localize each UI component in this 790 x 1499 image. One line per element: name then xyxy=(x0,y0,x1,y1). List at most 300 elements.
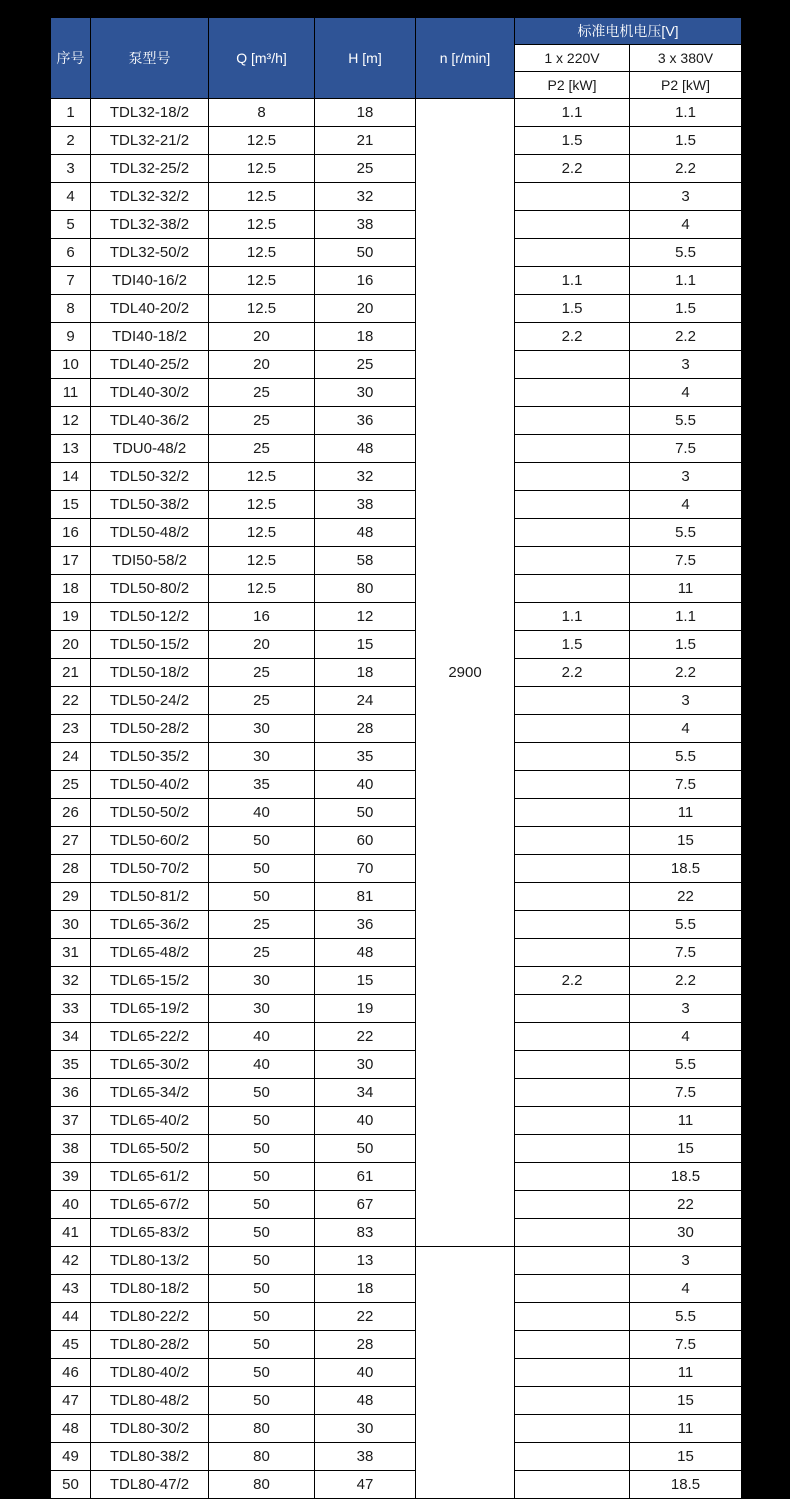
cell-h: 58 xyxy=(315,547,416,575)
table-row xyxy=(51,995,742,1023)
table-row xyxy=(51,1079,742,1107)
cell-h: 60 xyxy=(315,827,416,855)
table-row xyxy=(51,631,742,659)
cell-p2-220 xyxy=(515,183,630,211)
cell-p2-220: 1.5 xyxy=(515,127,630,155)
cell-p2-220 xyxy=(515,1107,630,1135)
cell-h: 83 xyxy=(315,1219,416,1247)
cell-q: 35 xyxy=(209,771,315,799)
cell-q: 12.5 xyxy=(209,491,315,519)
table-row xyxy=(51,771,742,799)
cell-serial: 47 xyxy=(51,1387,91,1415)
cell-n-speed: 2900 xyxy=(416,99,515,1247)
cell-model: TDL32-25/2 xyxy=(91,155,209,183)
cell-q: 50 xyxy=(209,1191,315,1219)
table-row xyxy=(51,183,742,211)
table-row xyxy=(51,1387,742,1415)
cell-p2-220: 2.2 xyxy=(515,323,630,351)
cell-model: TDL65-67/2 xyxy=(91,1191,209,1219)
cell-p2-220: 1.5 xyxy=(515,295,630,323)
cell-serial: 5 xyxy=(51,211,91,239)
cell-h: 70 xyxy=(315,855,416,883)
cell-serial: 36 xyxy=(51,1079,91,1107)
cell-p2-220 xyxy=(515,743,630,771)
cell-q: 40 xyxy=(209,1051,315,1079)
cell-model: TDL50-28/2 xyxy=(91,715,209,743)
cell-serial: 30 xyxy=(51,911,91,939)
cell-model: TDL40-25/2 xyxy=(91,351,209,379)
cell-p2-220 xyxy=(515,435,630,463)
cell-p2-220 xyxy=(515,771,630,799)
cell-serial: 32 xyxy=(51,967,91,995)
cell-serial: 44 xyxy=(51,1303,91,1331)
table-row xyxy=(51,1191,742,1219)
cell-q: 12.5 xyxy=(209,127,315,155)
cell-h: 67 xyxy=(315,1191,416,1219)
cell-p2-220 xyxy=(515,463,630,491)
cell-q: 25 xyxy=(209,659,315,687)
cell-h: 18 xyxy=(315,659,416,687)
cell-serial: 31 xyxy=(51,939,91,967)
cell-model: TDL50-32/2 xyxy=(91,463,209,491)
cell-p2-220: 1.1 xyxy=(515,603,630,631)
cell-serial: 24 xyxy=(51,743,91,771)
cell-q: 25 xyxy=(209,435,315,463)
cell-p2-380: 2.2 xyxy=(630,323,742,351)
cell-p2-380: 4 xyxy=(630,1275,742,1303)
cell-model: TDL40-30/2 xyxy=(91,379,209,407)
cell-p2-380: 4 xyxy=(630,715,742,743)
cell-q: 30 xyxy=(209,967,315,995)
table-row xyxy=(51,407,742,435)
cell-model: TDL65-15/2 xyxy=(91,967,209,995)
cell-serial: 21 xyxy=(51,659,91,687)
table-row xyxy=(51,463,742,491)
table-row xyxy=(51,295,742,323)
cell-p2-380: 22 xyxy=(630,1191,742,1219)
cell-p2-380: 5.5 xyxy=(630,743,742,771)
header-speed-n: n [r/min] xyxy=(416,18,515,99)
cell-q: 50 xyxy=(209,827,315,855)
cell-p2-380: 4 xyxy=(630,379,742,407)
cell-h: 18 xyxy=(315,323,416,351)
cell-p2-380: 2.2 xyxy=(630,967,742,995)
cell-p2-380: 18.5 xyxy=(630,855,742,883)
table-row xyxy=(51,1359,742,1387)
table-row xyxy=(51,827,742,855)
cell-serial: 16 xyxy=(51,519,91,547)
cell-serial: 19 xyxy=(51,603,91,631)
cell-model: TDL80-22/2 xyxy=(91,1303,209,1331)
cell-p2-380: 11 xyxy=(630,1107,742,1135)
cell-model: TDI50-58/2 xyxy=(91,547,209,575)
cell-q: 12.5 xyxy=(209,239,315,267)
cell-q: 12.5 xyxy=(209,155,315,183)
cell-p2-220 xyxy=(515,239,630,267)
cell-model: TDL65-19/2 xyxy=(91,995,209,1023)
cell-p2-220 xyxy=(515,1079,630,1107)
cell-serial: 29 xyxy=(51,883,91,911)
table-row xyxy=(51,211,742,239)
table-row xyxy=(51,1415,742,1443)
cell-serial: 7 xyxy=(51,267,91,295)
cell-p2-380: 15 xyxy=(630,827,742,855)
table-row xyxy=(51,1275,742,1303)
cell-h: 20 xyxy=(315,295,416,323)
cell-p2-380: 4 xyxy=(630,1023,742,1051)
cell-p2-380: 15 xyxy=(630,1443,742,1471)
cell-p2-380: 1.5 xyxy=(630,127,742,155)
cell-p2-380: 11 xyxy=(630,1359,742,1387)
cell-h: 12 xyxy=(315,603,416,631)
cell-p2-220 xyxy=(515,1135,630,1163)
cell-p2-220 xyxy=(515,519,630,547)
cell-q: 30 xyxy=(209,715,315,743)
table-row xyxy=(51,127,742,155)
table-row xyxy=(51,687,742,715)
table-row xyxy=(51,1163,742,1191)
table-row xyxy=(51,379,742,407)
cell-h: 18 xyxy=(315,1275,416,1303)
table-row xyxy=(51,659,742,687)
cell-h: 38 xyxy=(315,491,416,519)
header-p2-220: P2 [kW] xyxy=(515,72,630,99)
cell-serial: 11 xyxy=(51,379,91,407)
cell-h: 13 xyxy=(315,1247,416,1275)
cell-p2-220 xyxy=(515,1303,630,1331)
cell-q: 50 xyxy=(209,1275,315,1303)
cell-p2-220: 1.1 xyxy=(515,99,630,127)
table-row xyxy=(51,267,742,295)
cell-model: TDL65-83/2 xyxy=(91,1219,209,1247)
header-row-1 xyxy=(51,18,742,45)
cell-p2-220 xyxy=(515,211,630,239)
cell-model: TDL32-21/2 xyxy=(91,127,209,155)
cell-q: 50 xyxy=(209,883,315,911)
cell-p2-220 xyxy=(515,379,630,407)
cell-serial: 42 xyxy=(51,1247,91,1275)
cell-h: 30 xyxy=(315,1051,416,1079)
cell-model: TDL50-60/2 xyxy=(91,827,209,855)
header-model: 泵型号 xyxy=(91,18,209,99)
cell-p2-380: 5.5 xyxy=(630,1303,742,1331)
cell-q: 12.5 xyxy=(209,183,315,211)
cell-model: TDL80-30/2 xyxy=(91,1415,209,1443)
header-p2-380: P2 [kW] xyxy=(630,72,742,99)
cell-serial: 23 xyxy=(51,715,91,743)
cell-h: 30 xyxy=(315,379,416,407)
cell-p2-220 xyxy=(515,1191,630,1219)
cell-model: TDL50-80/2 xyxy=(91,575,209,603)
cell-serial: 20 xyxy=(51,631,91,659)
cell-serial: 2 xyxy=(51,127,91,155)
cell-p2-380: 2.2 xyxy=(630,659,742,687)
cell-q: 50 xyxy=(209,1163,315,1191)
table-row xyxy=(51,323,742,351)
cell-p2-220 xyxy=(515,1471,630,1499)
cell-q: 50 xyxy=(209,1247,315,1275)
cell-serial: 49 xyxy=(51,1443,91,1471)
cell-h: 48 xyxy=(315,939,416,967)
cell-q: 80 xyxy=(209,1443,315,1471)
cell-p2-220 xyxy=(515,1443,630,1471)
cell-model: TDL80-28/2 xyxy=(91,1331,209,1359)
cell-p2-380: 7.5 xyxy=(630,939,742,967)
cell-q: 12.5 xyxy=(209,295,315,323)
table-row xyxy=(51,799,742,827)
cell-p2-220 xyxy=(515,1247,630,1275)
header-voltage-group: 标准电机电压[V] xyxy=(515,18,742,45)
cell-serial: 4 xyxy=(51,183,91,211)
cell-p2-220 xyxy=(515,1415,630,1443)
cell-model: TDL50-12/2 xyxy=(91,603,209,631)
cell-h: 48 xyxy=(315,519,416,547)
cell-h: 47 xyxy=(315,1471,416,1499)
cell-q: 12.5 xyxy=(209,547,315,575)
cell-model: TDL65-50/2 xyxy=(91,1135,209,1163)
cell-q: 50 xyxy=(209,1107,315,1135)
table-row xyxy=(51,491,742,519)
cell-serial: 50 xyxy=(51,1471,91,1499)
cell-h: 19 xyxy=(315,995,416,1023)
cell-model: TDL80-47/2 xyxy=(91,1471,209,1499)
cell-serial: 14 xyxy=(51,463,91,491)
cell-serial: 25 xyxy=(51,771,91,799)
table-row xyxy=(51,743,742,771)
cell-model: TDI40-18/2 xyxy=(91,323,209,351)
cell-serial: 12 xyxy=(51,407,91,435)
cell-p2-220 xyxy=(515,799,630,827)
cell-p2-380: 5.5 xyxy=(630,1051,742,1079)
cell-model: TDL80-18/2 xyxy=(91,1275,209,1303)
cell-h: 38 xyxy=(315,211,416,239)
cell-p2-380: 18.5 xyxy=(630,1163,742,1191)
cell-p2-380: 1.1 xyxy=(630,267,742,295)
cell-p2-220: 2.2 xyxy=(515,659,630,687)
table-row xyxy=(51,855,742,883)
cell-h: 15 xyxy=(315,631,416,659)
table-row xyxy=(51,1219,742,1247)
cell-model: TDL80-13/2 xyxy=(91,1247,209,1275)
cell-h: 36 xyxy=(315,911,416,939)
table-row xyxy=(51,939,742,967)
table-row xyxy=(51,883,742,911)
table-row xyxy=(51,1331,742,1359)
cell-q: 20 xyxy=(209,351,315,379)
cell-h: 15 xyxy=(315,967,416,995)
cell-p2-380: 11 xyxy=(630,799,742,827)
cell-model: TDL50-38/2 xyxy=(91,491,209,519)
cell-h: 22 xyxy=(315,1303,416,1331)
table-row xyxy=(51,1247,742,1275)
cell-h: 80 xyxy=(315,575,416,603)
cell-p2-380: 3 xyxy=(630,995,742,1023)
cell-serial: 13 xyxy=(51,435,91,463)
cell-p2-380: 5.5 xyxy=(630,519,742,547)
cell-n-speed xyxy=(416,1247,515,1499)
cell-p2-220 xyxy=(515,911,630,939)
cell-q: 8 xyxy=(209,99,315,127)
cell-model: TDL65-30/2 xyxy=(91,1051,209,1079)
cell-p2-220 xyxy=(515,351,630,379)
table-row xyxy=(51,1051,742,1079)
cell-p2-380: 22 xyxy=(630,883,742,911)
cell-model: TDL50-15/2 xyxy=(91,631,209,659)
cell-p2-220 xyxy=(515,547,630,575)
table-row xyxy=(51,351,742,379)
cell-q: 50 xyxy=(209,1303,315,1331)
cell-h: 36 xyxy=(315,407,416,435)
cell-q: 30 xyxy=(209,995,315,1023)
cell-model: TDL50-70/2 xyxy=(91,855,209,883)
cell-q: 50 xyxy=(209,1135,315,1163)
cell-serial: 37 xyxy=(51,1107,91,1135)
cell-q: 12.5 xyxy=(209,575,315,603)
cell-q: 40 xyxy=(209,799,315,827)
cell-p2-380: 3 xyxy=(630,183,742,211)
cell-p2-220: 1.5 xyxy=(515,631,630,659)
cell-model: TDL32-18/2 xyxy=(91,99,209,127)
cell-h: 40 xyxy=(315,1359,416,1387)
cell-p2-380: 5.5 xyxy=(630,911,742,939)
cell-model: TDL40-20/2 xyxy=(91,295,209,323)
table-row xyxy=(51,435,742,463)
cell-serial: 35 xyxy=(51,1051,91,1079)
cell-model: TDL50-50/2 xyxy=(91,799,209,827)
table-body xyxy=(51,99,742,1499)
cell-model: TDL65-48/2 xyxy=(91,939,209,967)
cell-serial: 43 xyxy=(51,1275,91,1303)
cell-model: TDL50-24/2 xyxy=(91,687,209,715)
cell-p2-380: 1.1 xyxy=(630,603,742,631)
cell-serial: 33 xyxy=(51,995,91,1023)
cell-model: TDL50-81/2 xyxy=(91,883,209,911)
cell-model: TDI40-16/2 xyxy=(91,267,209,295)
cell-serial: 45 xyxy=(51,1331,91,1359)
cell-model: TDL80-40/2 xyxy=(91,1359,209,1387)
cell-q: 25 xyxy=(209,407,315,435)
cell-p2-380: 11 xyxy=(630,1415,742,1443)
cell-serial: 28 xyxy=(51,855,91,883)
cell-model: TDL50-18/2 xyxy=(91,659,209,687)
cell-p2-220 xyxy=(515,939,630,967)
cell-h: 40 xyxy=(315,1107,416,1135)
cell-p2-380: 11 xyxy=(630,575,742,603)
table-row xyxy=(51,575,742,603)
cell-model: TDL65-34/2 xyxy=(91,1079,209,1107)
table-row xyxy=(51,239,742,267)
cell-p2-380: 3 xyxy=(630,687,742,715)
cell-q: 30 xyxy=(209,743,315,771)
cell-q: 12.5 xyxy=(209,463,315,491)
cell-q: 50 xyxy=(209,1079,315,1107)
cell-model: TDL40-36/2 xyxy=(91,407,209,435)
cell-p2-380: 15 xyxy=(630,1135,742,1163)
cell-h: 61 xyxy=(315,1163,416,1191)
cell-p2-380: 2.2 xyxy=(630,155,742,183)
cell-serial: 17 xyxy=(51,547,91,575)
cell-h: 25 xyxy=(315,155,416,183)
cell-q: 12.5 xyxy=(209,267,315,295)
cell-h: 81 xyxy=(315,883,416,911)
cell-serial: 8 xyxy=(51,295,91,323)
cell-p2-220 xyxy=(515,687,630,715)
cell-p2-380: 15 xyxy=(630,1387,742,1415)
cell-p2-220: 2.2 xyxy=(515,967,630,995)
cell-p2-380: 7.5 xyxy=(630,435,742,463)
cell-p2-220 xyxy=(515,827,630,855)
cell-p2-380: 1.1 xyxy=(630,99,742,127)
cell-p2-380: 1.5 xyxy=(630,631,742,659)
cell-q: 50 xyxy=(209,1387,315,1415)
cell-p2-220 xyxy=(515,1331,630,1359)
cell-p2-220 xyxy=(515,715,630,743)
cell-h: 40 xyxy=(315,771,416,799)
table-row xyxy=(51,1107,742,1135)
cell-h: 28 xyxy=(315,715,416,743)
cell-p2-220 xyxy=(515,1275,630,1303)
cell-q: 20 xyxy=(209,631,315,659)
cell-h: 50 xyxy=(315,239,416,267)
cell-model: TDL80-38/2 xyxy=(91,1443,209,1471)
table-row xyxy=(51,911,742,939)
cell-q: 40 xyxy=(209,1023,315,1051)
table-row xyxy=(51,99,742,127)
cell-p2-380: 7.5 xyxy=(630,1331,742,1359)
header-flow-q: Q [m³/h] xyxy=(209,18,315,99)
cell-q: 16 xyxy=(209,603,315,631)
cell-q: 50 xyxy=(209,1331,315,1359)
cell-p2-380: 3 xyxy=(630,463,742,491)
cell-p2-380: 18.5 xyxy=(630,1471,742,1499)
cell-model: TDL65-22/2 xyxy=(91,1023,209,1051)
cell-model: TDL65-61/2 xyxy=(91,1163,209,1191)
cell-h: 25 xyxy=(315,351,416,379)
cell-serial: 40 xyxy=(51,1191,91,1219)
cell-model: TDL50-40/2 xyxy=(91,771,209,799)
cell-h: 38 xyxy=(315,1443,416,1471)
cell-p2-220 xyxy=(515,995,630,1023)
cell-h: 24 xyxy=(315,687,416,715)
cell-h: 50 xyxy=(315,1135,416,1163)
cell-q: 50 xyxy=(209,1219,315,1247)
cell-serial: 18 xyxy=(51,575,91,603)
cell-p2-220 xyxy=(515,1163,630,1191)
cell-model: TDL32-38/2 xyxy=(91,211,209,239)
cell-serial: 22 xyxy=(51,687,91,715)
cell-h: 32 xyxy=(315,463,416,491)
cell-serial: 38 xyxy=(51,1135,91,1163)
cell-h: 21 xyxy=(315,127,416,155)
cell-q: 50 xyxy=(209,1359,315,1387)
cell-p2-220: 1.1 xyxy=(515,267,630,295)
cell-q: 50 xyxy=(209,855,315,883)
cell-q: 25 xyxy=(209,939,315,967)
cell-p2-220 xyxy=(515,883,630,911)
cell-p2-220 xyxy=(515,1359,630,1387)
cell-h: 48 xyxy=(315,435,416,463)
table-row xyxy=(51,1471,742,1499)
cell-p2-380: 7.5 xyxy=(630,547,742,575)
cell-model: TDL65-40/2 xyxy=(91,1107,209,1135)
cell-p2-380: 3 xyxy=(630,351,742,379)
cell-serial: 1 xyxy=(51,99,91,127)
cell-p2-220 xyxy=(515,1051,630,1079)
table-row xyxy=(51,967,742,995)
cell-serial: 10 xyxy=(51,351,91,379)
cell-p2-380: 7.5 xyxy=(630,1079,742,1107)
cell-model: TDL32-50/2 xyxy=(91,239,209,267)
